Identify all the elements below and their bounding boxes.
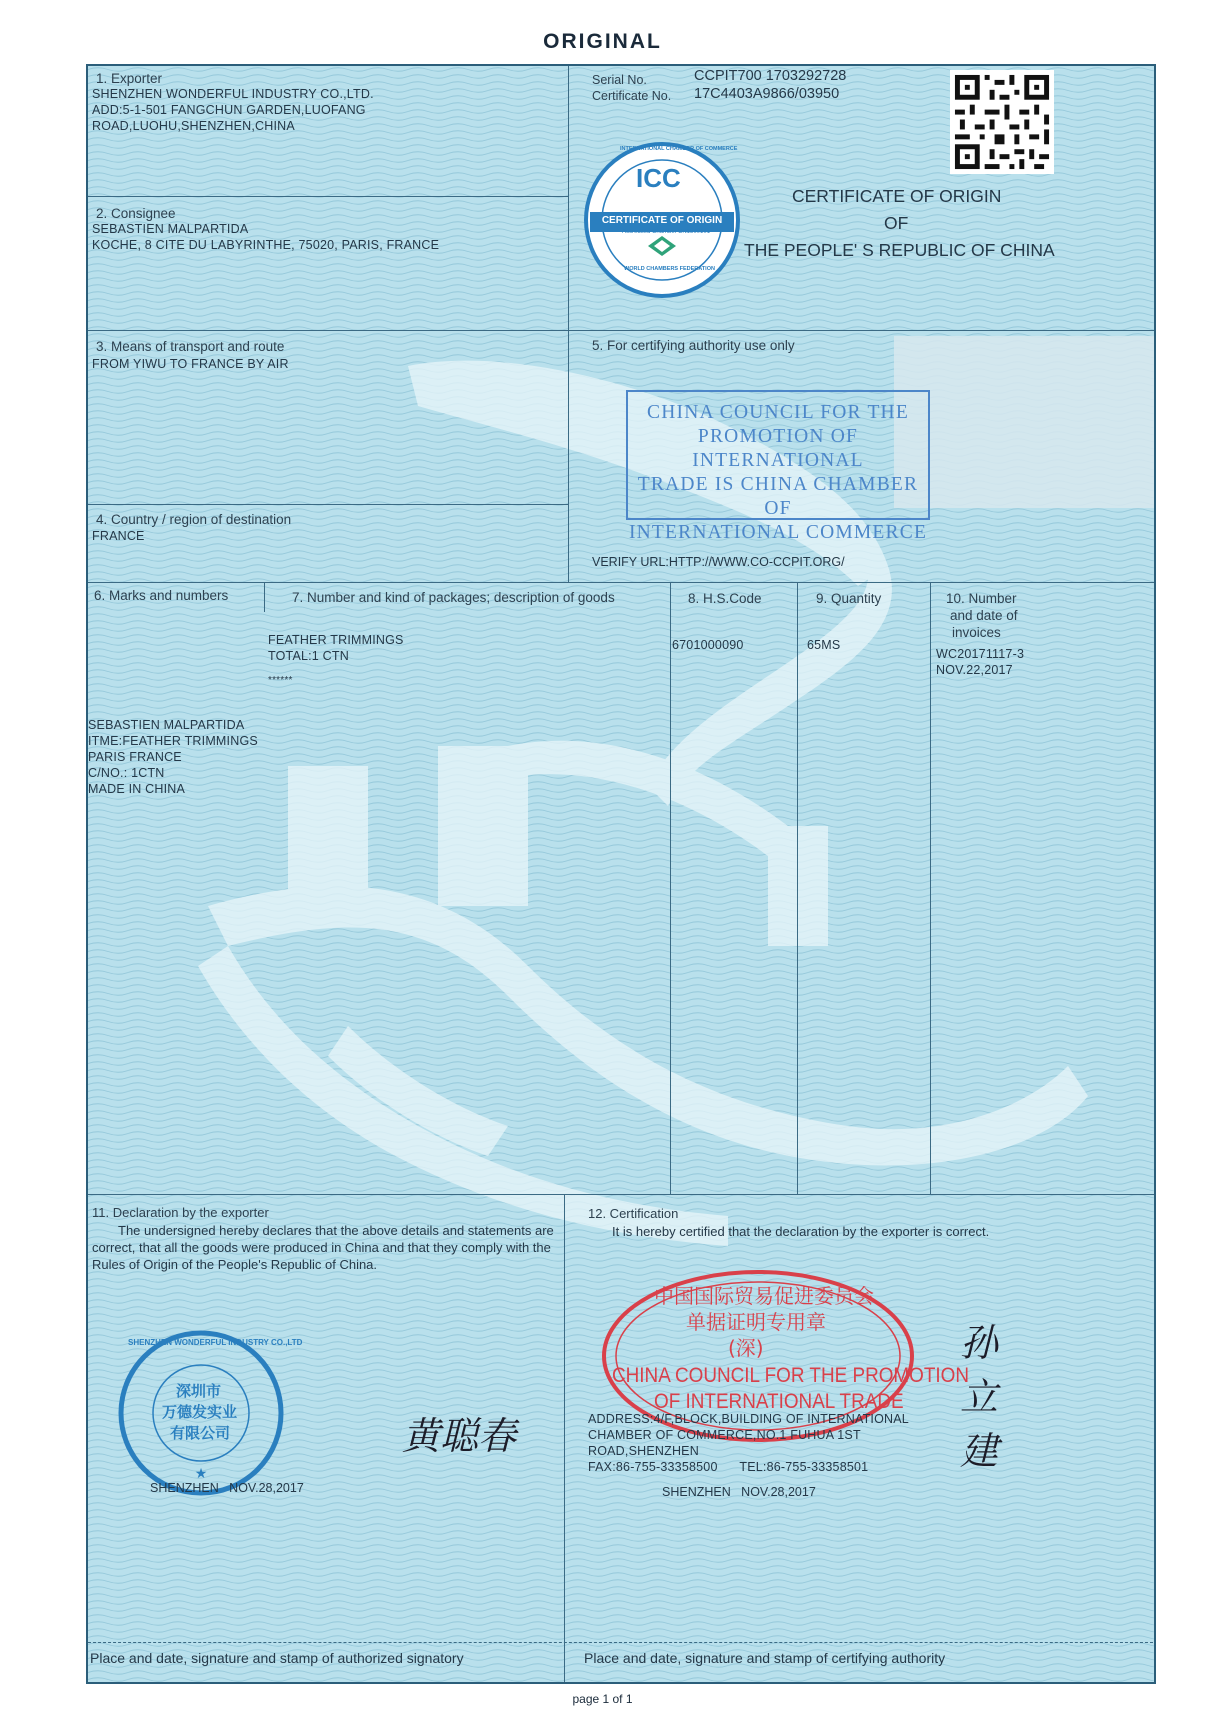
ccpit-stamp-line-2: PROMOTION OF INTERNATIONAL [692, 426, 864, 471]
destination-label: 4. Country / region of destination [96, 512, 292, 527]
certificate-value: 17C4403A9866/03950 [694, 86, 840, 102]
consignee-line-2: KOCHE, 8 CITE DU LABYRINTHE, 75020, PARIS, FRANCE [92, 238, 440, 252]
ccpit-stamp-line-1: CHINA COUNCIL FOR THE [647, 402, 909, 423]
marks-line-2: ITME:FEATHER TRIMMINGS [88, 734, 258, 748]
exporter-line-2: ADD:5-1-501 FANGCHUN GARDEN,LUOFANG [92, 103, 366, 117]
icc-accredited: Accredited Chamber [622, 229, 677, 235]
divider-footer [88, 1642, 1156, 1643]
consignee-line-1: SEBASTIEN MALPARTIDA [92, 222, 249, 236]
document-title: ORIGINAL [543, 30, 662, 53]
serial-label: Serial No. [592, 73, 647, 87]
divider-marks [264, 582, 265, 612]
marks-line-4: C/NO.: 1CTN [88, 766, 165, 780]
page-number: page 1 of 1 [572, 1692, 633, 1706]
icc-logo: ICC [636, 163, 681, 193]
marks-line-1: SEBASTIEN MALPARTIDA [88, 718, 245, 732]
invoice-date: NOV.22,2017 [936, 663, 1013, 677]
cert-title-line-3: THE PEOPLE' S REPUBLIC OF CHINA [744, 240, 1055, 260]
divider-consignee [88, 330, 1156, 331]
header-marks: 6. Marks and numbers [94, 588, 229, 603]
header-invoice-3: invoices [952, 625, 1001, 640]
cert-title-line-1: CERTIFICATE OF ORIGIN [792, 186, 1002, 206]
red-stamp-en-2: OF INTERNATIONAL TRADE [654, 1390, 904, 1413]
ccpit-stamp-line-4: INTERNATIONAL COMMERCE [628, 522, 928, 543]
transport-label: 3. Means of transport and route [96, 339, 285, 354]
transport-value: FROM YIWU TO FRANCE BY AIR [92, 357, 289, 371]
verify-url: VERIFY URL:HTTP://WWW.CO-CCPIT.ORG/ [592, 555, 845, 569]
authority-footer: Place and date, signature and stamp of certifying authority [584, 1650, 946, 1666]
header-quantity: 9. Quantity [816, 591, 882, 606]
header-description: 7. Number and kind of packages; description of goods [292, 590, 615, 605]
destination-value: FRANCE [92, 529, 145, 543]
header-invoice-1: 10. Number [946, 591, 1017, 606]
goods-desc-line-1: FEATHER TRIMMINGS [268, 633, 404, 647]
ccpit-stamp-line-3: TRADE IS CHINA CHAMBER OF [637, 474, 919, 519]
icc-code: CN1300101 [678, 229, 711, 235]
divider-quantity [797, 582, 798, 1194]
marks-line-5: MADE IN CHINA [88, 782, 186, 796]
header-hs-code: 8. H.S.Code [688, 591, 762, 606]
divider-hs [670, 582, 671, 1194]
exporter-line-3: ROAD,LUOHU,SHENZHEN,CHINA [92, 119, 295, 133]
red-stamp-cn-1: 中国国际贸易促进委员会 [654, 1284, 874, 1308]
divider-bottom-vertical [564, 1194, 565, 1684]
exporter-label: 1. Exporter [96, 71, 163, 86]
company-stamp-line-1: 深圳市 [176, 1382, 222, 1400]
exporter-signature: 黄聪春 [402, 1414, 517, 1458]
exporter-line-1: SHENZHEN WONDERFUL INDUSTRY CO.,LTD. [92, 87, 374, 101]
company-stamp-line-2: 万德发实业 [162, 1403, 238, 1421]
svg-text:★: ★ [194, 1466, 208, 1482]
exporter-footer: Place and date, signature and stamp of authorized signatory [90, 1650, 464, 1666]
certification-label: 12. Certification [588, 1206, 679, 1221]
authority-place-date: SHENZHEN NOV.28,2017 [662, 1485, 816, 1499]
divider-goods-bottom [88, 1194, 1156, 1195]
company-stamp-line-3: 有限公司 [170, 1424, 231, 1442]
address-line-2: CHAMBER OF COMMERCE,NO.1 FUHUA 1ST [588, 1428, 861, 1442]
consignee-label: 2. Consignee [96, 206, 176, 221]
divider-top-vertical [568, 66, 569, 582]
exporter-place-date: SHENZHEN NOV.28,2017 [150, 1481, 304, 1495]
authority-signature: 孙立建 [960, 1321, 999, 1473]
address-line-3: ROAD,SHENZHEN [588, 1444, 699, 1458]
goods-desc-line-2: TOTAL:1 CTN [268, 649, 349, 663]
declaration-text: The undersigned hereby declares that the above details and statements are correct, that all the goods were produced in China and that they comply with the Rules of Origin of the People's Republic of China. [92, 1223, 554, 1272]
red-stamp-en-1: CHINA COUNCIL FOR THE PROMOTION [612, 1364, 970, 1387]
divider-exporter [88, 196, 568, 197]
ccpit-stamp [626, 390, 930, 543]
invoice-number: WC20171117-3 [936, 647, 1025, 661]
header-invoice-2: and date of [950, 608, 1018, 623]
icc-ring-top: INTERNATIONAL CHAMBER OF COMMERCE [620, 146, 738, 152]
icc-banner: CERTIFICATE OF ORIGIN [601, 215, 723, 226]
hs-code-value: 6701000090 [672, 638, 744, 652]
qr-code-icon [950, 70, 1054, 174]
goods-stars: ****** [268, 675, 293, 686]
declaration-label: 11. Declaration by the exporter [92, 1205, 269, 1220]
cert-title-line-2: OF [884, 213, 909, 233]
icc-ring-bottom: WORLD CHAMBERS FEDERATION [624, 266, 715, 272]
address-line-4: FAX:86-755-33358500 TEL:86-755-33358501 [588, 1460, 869, 1474]
quantity-value: 65MS [807, 638, 841, 652]
address-line-1: ADDRESS:4/F,BLOCK,BUILDING OF INTERNATIONAL [588, 1412, 909, 1426]
certificate-form [86, 64, 1156, 1684]
divider-invoice [930, 582, 931, 1194]
divider-goods-top [88, 582, 1156, 583]
red-stamp-cn-3: (深) [728, 1336, 764, 1360]
serial-value: CCPIT700 1703292728 [694, 68, 847, 84]
red-stamp-cn-2: 单据证明专用章 [686, 1310, 826, 1334]
authority-label: 5. For certifying authority use only [592, 338, 795, 353]
marks-line-3: PARIS FRANCE [88, 750, 182, 764]
company-stamp-ring: SHENZHEN WONDERFUL INDUSTRY CO.,LTD [128, 1338, 303, 1347]
certificate-label: Certificate No. [592, 89, 672, 103]
certification-text: It is hereby certified that the declaration by the exporter is correct. [612, 1224, 990, 1239]
divider-transport [88, 504, 568, 505]
